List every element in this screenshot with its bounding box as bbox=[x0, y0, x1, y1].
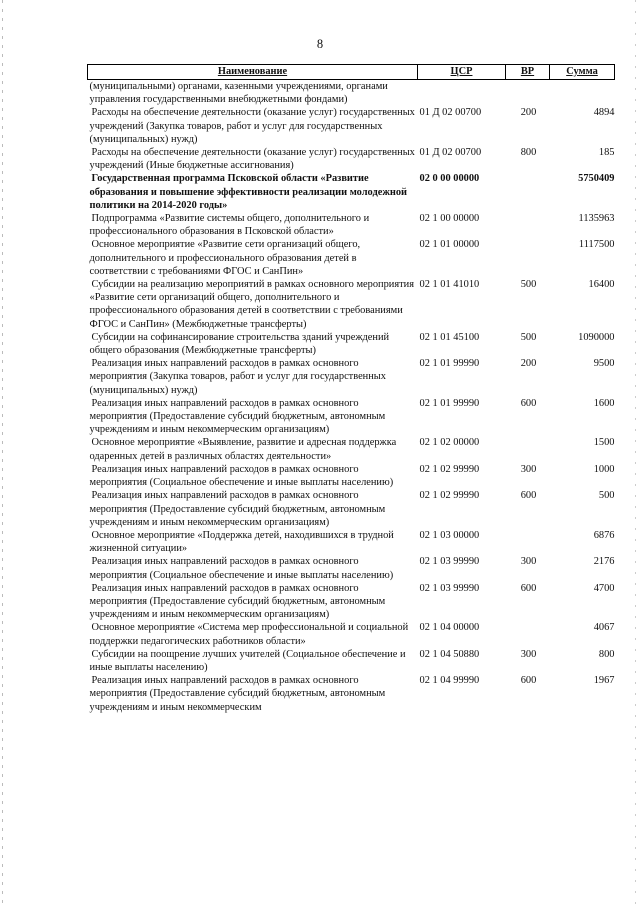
row-vr-cell: 500 bbox=[520, 279, 537, 291]
table-row bbox=[88, 146, 615, 172]
row-vr-cell: 300 bbox=[520, 648, 537, 660]
header-name: Наименование bbox=[88, 65, 418, 80]
row-csr-cell: 02 1 03 99990 bbox=[419, 582, 480, 594]
row-csr-cell: 02 1 04 00000 bbox=[419, 622, 480, 634]
row-vr-cell: 500 bbox=[520, 331, 537, 343]
row-csr-cell: 02 1 02 99990 bbox=[419, 463, 480, 475]
row-name-cell: Реализация иных направлений расходов в рамках основного мероприятия (Предоставление субсидий бюджетным, автономным учреждениям и иным некоммерческим организациям) bbox=[89, 582, 386, 621]
table-row bbox=[88, 238, 615, 278]
row-vr-cell: 600 bbox=[520, 582, 537, 594]
row-name-cell: Основное мероприятие «Выявление, развитие и адресная поддержка одаренных детей в различных областях деятельности» bbox=[89, 437, 397, 462]
row-csr-cell: 02 1 04 99990 bbox=[419, 675, 480, 687]
page-number: 8 bbox=[316, 37, 324, 51]
row-csr-cell: 02 1 01 99990 bbox=[419, 397, 480, 409]
table-row bbox=[88, 621, 615, 647]
row-name-cell: Реализация иных направлений расходов в рамках основного мероприятия (Предоставление субсидий бюджетным, автономным учреждениям и иным некоммерческим организациям) bbox=[89, 490, 386, 528]
row-sum-cell bbox=[550, 80, 615, 107]
row-csr-cell: 02 1 03 00000 bbox=[419, 529, 480, 541]
row-vr-cell bbox=[506, 238, 550, 278]
table-row bbox=[88, 582, 615, 622]
row-vr-cell bbox=[506, 80, 550, 107]
row-sum-cell: 4894 bbox=[593, 107, 615, 119]
row-sum-cell: 800 bbox=[598, 648, 615, 660]
row-vr-cell bbox=[506, 172, 550, 212]
row-vr-cell: 800 bbox=[520, 147, 537, 159]
table-row bbox=[88, 648, 615, 674]
row-vr-cell: 600 bbox=[520, 490, 537, 502]
row-sum-cell: 1000 bbox=[593, 463, 615, 475]
table-row bbox=[88, 489, 615, 529]
table-row bbox=[88, 555, 615, 581]
row-vr-cell: 200 bbox=[520, 358, 537, 370]
row-sum-cell: 2176 bbox=[593, 556, 615, 568]
row-vr-cell bbox=[506, 436, 550, 462]
row-vr-cell: 600 bbox=[520, 675, 537, 687]
row-csr-cell: 02 0 00 00000 bbox=[419, 173, 480, 185]
table-row bbox=[88, 80, 615, 107]
row-vr-cell: 600 bbox=[520, 397, 537, 409]
row-sum-cell: 1600 bbox=[593, 397, 615, 409]
table-header-row bbox=[88, 65, 615, 80]
row-sum-cell: 5750409 bbox=[578, 173, 615, 185]
row-sum-cell: 1135963 bbox=[578, 213, 615, 225]
row-sum-cell: 6876 bbox=[593, 529, 615, 541]
row-name-cell: Реализация иных направлений расходов в рамках основного мероприятия (Социальное обеспечение и иные выплаты населению) bbox=[89, 556, 394, 581]
table-row bbox=[88, 463, 615, 489]
row-csr-cell: 02 1 01 99990 bbox=[419, 358, 480, 370]
row-sum-cell: 500 bbox=[598, 490, 615, 502]
scan-edge-left bbox=[2, 0, 3, 905]
row-name-cell: Реализация иных направлений расходов в рамках основного мероприятия (Предоставление субсидий бюджетным, автономным учреждениям и иным некоммерческим организациям) bbox=[89, 397, 386, 436]
table-row bbox=[88, 278, 615, 331]
row-sum-cell: 1117500 bbox=[578, 239, 615, 251]
scan-edge-right bbox=[635, 0, 636, 905]
row-name-cell: Подпрограмма «Развитие системы общего, дополнительного и профессионального образования в Псковской области» bbox=[89, 213, 370, 238]
row-csr-cell: 01 Д 02 00700 bbox=[419, 147, 482, 159]
table-row bbox=[88, 674, 615, 714]
row-sum-cell: 1967 bbox=[593, 675, 615, 687]
row-csr-cell: 02 1 01 41010 bbox=[419, 279, 480, 291]
row-csr-cell: 02 1 01 00000 bbox=[419, 239, 480, 251]
row-csr-cell: 02 1 02 00000 bbox=[419, 437, 480, 449]
row-csr-cell: 01 Д 02 00700 bbox=[419, 107, 482, 119]
row-name-cell: Основное мероприятие «Поддержка детей, находившихся в трудной жизненной ситуации» bbox=[89, 529, 394, 555]
header-csr: ЦСР bbox=[418, 65, 506, 80]
row-sum-cell: 4700 bbox=[593, 582, 615, 594]
row-csr-cell: 02 1 00 00000 bbox=[419, 213, 480, 225]
row-csr-cell: 02 1 04 50880 bbox=[419, 648, 480, 660]
row-vr-cell: 200 bbox=[520, 107, 537, 119]
row-csr-cell bbox=[418, 80, 506, 107]
row-csr-cell: 02 1 01 45100 bbox=[419, 331, 480, 343]
row-sum-cell: 185 bbox=[598, 147, 615, 159]
table-row bbox=[88, 357, 615, 397]
row-vr-cell bbox=[506, 212, 550, 238]
row-name-cell: (муниципальными) органами, казенными учреждениями, органами управления государственными внебюджетными фондами) bbox=[89, 81, 388, 106]
budget-table bbox=[87, 64, 615, 714]
row-sum-cell: 4067 bbox=[593, 622, 615, 634]
row-name-cell: Субсидии на реализацию мероприятий в рамках основного мероприятия «Развитие сети организаций общего, дополнительного и профессионального образования детей в соответствии с требованиями ФГОС и СанПин» (Межбюджетные трансферты) bbox=[89, 279, 414, 330]
table-row bbox=[88, 331, 615, 357]
row-sum-cell: 9500 bbox=[593, 358, 615, 370]
row-name-cell: Расходы на обеспечение деятельности (оказание услуг) государственных учреждений (Закупка товаров, работ и услуг для государственных (муниципальных) нужд) bbox=[89, 107, 415, 145]
row-vr-cell bbox=[506, 621, 550, 647]
row-csr-cell: 02 1 03 99990 bbox=[419, 556, 480, 568]
row-vr-cell bbox=[506, 529, 550, 555]
row-vr-cell: 300 bbox=[520, 463, 537, 475]
row-vr-cell: 300 bbox=[520, 556, 537, 568]
row-name-cell: Реализация иных направлений расходов в рамках основного мероприятия (Социальное обеспечение и иные выплаты населению) bbox=[89, 463, 394, 489]
row-name-cell: Основное мероприятие «Развитие сети организаций общего, дополнительного и профессионального образования детей в соответствии с требованиями ФГОС и СанПин» bbox=[89, 239, 361, 277]
row-name-cell: Государственная программа Псковской области «Развитие образования и повышение эффективности реализации молодежной политики на 2014-2020 годы» bbox=[89, 173, 408, 211]
row-csr-cell: 02 1 02 99990 bbox=[419, 490, 480, 502]
row-sum-cell: 1090000 bbox=[578, 331, 615, 343]
row-name-cell: Реализация иных направлений расходов в рамках основного мероприятия (Закупка товаров, работ и услуг для государственных (муниципальных) нужд) bbox=[89, 358, 386, 396]
row-name-cell: Реализация иных направлений расходов в рамках основного мероприятия (Предоставление субсидий бюджетным, автономным учреждениям и иным некоммерческим bbox=[89, 675, 386, 713]
row-name-cell: Основное мероприятие «Система мер профессиональной и социальной поддержки педагогических работников области» bbox=[89, 622, 409, 647]
table-row bbox=[88, 172, 615, 212]
row-sum-cell: 1500 bbox=[593, 437, 615, 449]
table-row bbox=[88, 212, 615, 238]
row-name-cell: Расходы на обеспечение деятельности (оказание услуг) государственных учреждений (Иные бюджетные ассигнования) bbox=[89, 147, 415, 172]
table-row bbox=[88, 436, 615, 462]
table-body bbox=[88, 80, 615, 714]
table-row bbox=[88, 529, 615, 555]
table-row bbox=[88, 106, 615, 146]
row-name-cell: Субсидии на софинансирование строительства зданий учреждений общего образования (Межбюджетные трансферты) bbox=[89, 331, 390, 357]
row-sum-cell: 16400 bbox=[588, 279, 615, 291]
header-sum: Сумма bbox=[550, 65, 615, 80]
row-name-cell: Субсидии на поощрение лучших учителей (Социальное обеспечение и иные выплаты населению) bbox=[89, 648, 406, 673]
table-row bbox=[88, 397, 615, 437]
header-vr: ВР bbox=[506, 65, 550, 80]
